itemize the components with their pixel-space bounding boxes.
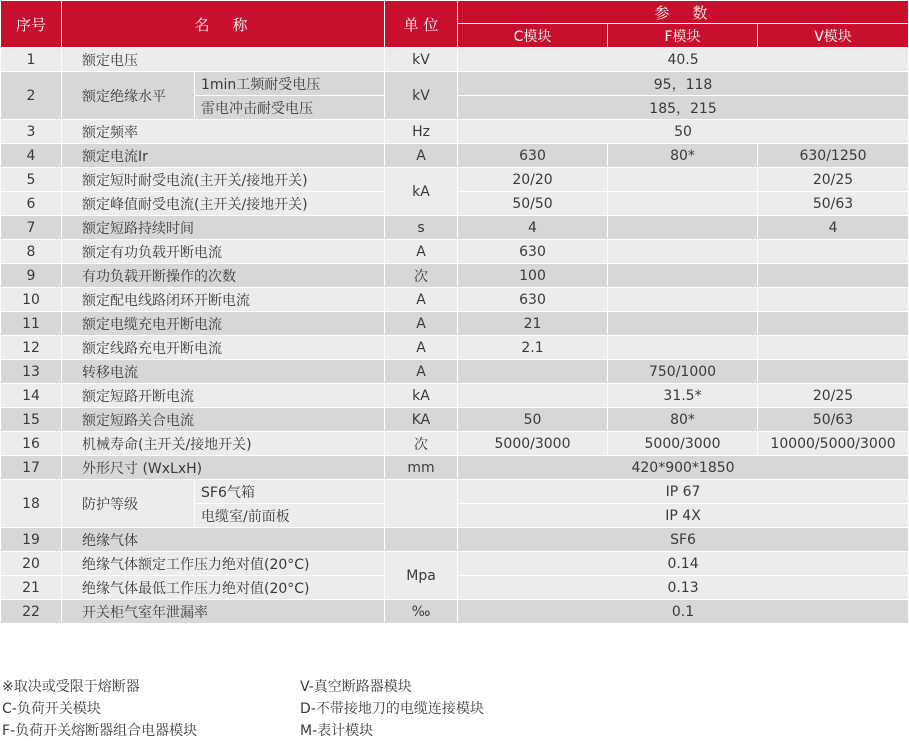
header-col-f: F模块 [608, 24, 758, 48]
row-no: 9 [1, 264, 62, 288]
row-no: 15 [1, 408, 62, 432]
row-name: 绝缘气体 [62, 528, 385, 552]
table-row [1, 48, 909, 72]
header-params: 参 数 [458, 1, 909, 24]
row-value-v: 50/63 [758, 192, 909, 216]
row-no: 6 [1, 192, 62, 216]
notes-right [300, 676, 484, 742]
row-value-f [608, 336, 758, 360]
table-row [1, 72, 909, 96]
row-no: 10 [1, 288, 62, 312]
row-unit: A [385, 336, 458, 360]
header-name: 名 称 [62, 1, 385, 48]
note-d-module: D-不带接地刀的电缆连接模块 [300, 701, 484, 717]
row-unit: Mpa [385, 552, 458, 600]
row-value-f: 80* [608, 408, 758, 432]
row-name: 额定电缆充电开断电流 [62, 312, 385, 336]
row-name: 额定短路关合电流 [62, 408, 385, 432]
row-unit [385, 528, 458, 552]
row-value-f [608, 240, 758, 264]
row-value-f [608, 312, 758, 336]
row-value: 95，118 [458, 72, 909, 96]
row-sub-name: 1min工频耐受电压 [195, 72, 385, 96]
table-row [1, 432, 909, 456]
row-name: 额定有功负载开断电流 [62, 240, 385, 264]
row-no: 7 [1, 216, 62, 240]
row-value: SF6 [458, 528, 909, 552]
row-name: 额定线路充电开断电流 [62, 336, 385, 360]
row-value-c: 100 [458, 264, 608, 288]
row-value-v: 20/25 [758, 168, 909, 192]
table-row [1, 408, 909, 432]
table-row [1, 528, 909, 552]
header-unit: 单 位 [385, 1, 458, 48]
row-name: 开关柜气室年泄漏率 [62, 600, 385, 624]
row-sub-name: 雷电冲击耐受电压 [195, 96, 385, 120]
row-unit: Hz [385, 120, 458, 144]
row-name: 转移电流 [62, 360, 385, 384]
row-no: 14 [1, 384, 62, 408]
row-no: 18 [1, 480, 62, 528]
row-value-f [608, 288, 758, 312]
row-name: 额定短时耐受电流(主开关/接地开关) [62, 168, 385, 192]
row-value-v: 50/63 [758, 408, 909, 432]
row-value-c [458, 384, 608, 408]
row-value: 420*900*1850 [458, 456, 909, 480]
row-no: 11 [1, 312, 62, 336]
row-name: 外形尺寸 (WxLxH) [62, 456, 385, 480]
row-name: 额定短路持续时间 [62, 216, 385, 240]
table-row [1, 456, 909, 480]
row-value-v: 4 [758, 216, 909, 240]
row-unit: kA [385, 168, 458, 216]
row-unit: kV [385, 72, 458, 120]
row-value-f: 31.5* [608, 384, 758, 408]
row-value-c: 630 [458, 144, 608, 168]
note-f-module: F-负荷开关熔断器组合电器模块 [2, 723, 198, 739]
row-value-c: 630 [458, 288, 608, 312]
row-no: 21 [1, 576, 62, 600]
row-value: 50 [458, 120, 909, 144]
row-no: 16 [1, 432, 62, 456]
row-value-f [608, 168, 758, 192]
table-row [1, 336, 909, 360]
table-row [1, 288, 909, 312]
table-row [1, 312, 909, 336]
row-no: 1 [1, 48, 62, 72]
row-no: 19 [1, 528, 62, 552]
row-unit: kA [385, 384, 458, 408]
table-row [1, 216, 909, 240]
row-name: 绝缘气体额定工作压力绝对值(20°C) [62, 552, 385, 576]
header-col-c: C模块 [458, 24, 608, 48]
row-value: 0.13 [458, 576, 909, 600]
row-unit: A [385, 312, 458, 336]
row-no: 2 [1, 72, 62, 120]
row-name: 额定电压 [62, 48, 385, 72]
row-name: 机械寿命(主开关/接地开关) [62, 432, 385, 456]
row-value-c [458, 360, 608, 384]
header-seq: 序号 [1, 1, 62, 48]
row-unit: A [385, 360, 458, 384]
row-no: 4 [1, 144, 62, 168]
row-value-v: 630/1250 [758, 144, 909, 168]
row-name: 额定频率 [62, 120, 385, 144]
row-value-v [758, 360, 909, 384]
row-no: 12 [1, 336, 62, 360]
table-row [1, 480, 909, 504]
notes-left [2, 676, 197, 742]
row-no: 20 [1, 552, 62, 576]
row-value: 0.1 [458, 600, 909, 624]
row-name: 有功负载开断操作的次数 [62, 264, 385, 288]
row-value-c: 630 [458, 240, 608, 264]
row-unit [385, 480, 458, 528]
row-unit: A [385, 144, 458, 168]
row-value-v: 10000/5000/3000 [758, 432, 909, 456]
header-col-v: V模块 [758, 24, 909, 48]
row-value-v: 20/25 [758, 384, 909, 408]
row-no: 17 [1, 456, 62, 480]
row-value-f: 750/1000 [608, 360, 758, 384]
row-name: 额定电流Ir [62, 144, 385, 168]
row-value-c: 5000/3000 [458, 432, 608, 456]
row-name: 额定绝缘水平 [62, 72, 195, 120]
row-value-f: 5000/3000 [608, 432, 758, 456]
row-unit: mm [385, 456, 458, 480]
row-no: 8 [1, 240, 62, 264]
table-row [1, 168, 909, 192]
row-value-f [608, 192, 758, 216]
row-value-c: 50 [458, 408, 608, 432]
row-value-c: 21 [458, 312, 608, 336]
row-sub-name: 电缆室/前面板 [195, 504, 385, 528]
row-value-c: 4 [458, 216, 608, 240]
row-name: 额定短路开断电流 [62, 384, 385, 408]
row-no: 3 [1, 120, 62, 144]
table-row [1, 552, 909, 576]
row-unit: A [385, 240, 458, 264]
row-unit: 次 [385, 264, 458, 288]
row-unit: 次 [385, 432, 458, 456]
row-name: 额定峰值耐受电流(主开关/接地开关) [62, 192, 385, 216]
row-unit: s [385, 216, 458, 240]
row-value-v [758, 240, 909, 264]
row-value-c: 2.1 [458, 336, 608, 360]
row-no: 5 [1, 168, 62, 192]
row-value-f [608, 264, 758, 288]
row-unit: kV [385, 48, 458, 72]
table-row [1, 240, 909, 264]
row-no: 22 [1, 600, 62, 624]
row-value-c: 20/20 [458, 168, 608, 192]
row-unit: KA [385, 408, 458, 432]
row-name: 绝缘气体最低工作压力绝对值(20°C) [62, 576, 385, 600]
table-row [1, 120, 909, 144]
table-row [1, 264, 909, 288]
row-value: 0.14 [458, 552, 909, 576]
row-value-v [758, 288, 909, 312]
table-row [1, 360, 909, 384]
note-m-module: M-表计模块 [300, 723, 374, 739]
row-value-f: 80* [608, 144, 758, 168]
row-unit: A [385, 288, 458, 312]
row-value: IP 4X [458, 504, 909, 528]
row-name: 额定配电线路闭环开断电流 [62, 288, 385, 312]
row-value-f [608, 216, 758, 240]
row-value: IP 67 [458, 480, 909, 504]
table-row [1, 600, 909, 624]
row-value-v [758, 312, 909, 336]
note-fuse: ※取决或受限于熔断器 [2, 679, 140, 695]
row-value-v [758, 336, 909, 360]
row-value-v [758, 264, 909, 288]
row-unit: ‰ [385, 600, 458, 624]
table-row [1, 384, 909, 408]
row-sub-name: SF6气箱 [195, 480, 385, 504]
note-c-module: C-负荷开关模块 [2, 701, 101, 717]
table-row [1, 144, 909, 168]
row-no: 13 [1, 360, 62, 384]
row-value-c: 50/50 [458, 192, 608, 216]
row-name: 防护等级 [62, 480, 195, 528]
row-value: 40.5 [458, 48, 909, 72]
row-value: 185，215 [458, 96, 909, 120]
note-v-module: V-真空断路器模块 [300, 679, 412, 695]
